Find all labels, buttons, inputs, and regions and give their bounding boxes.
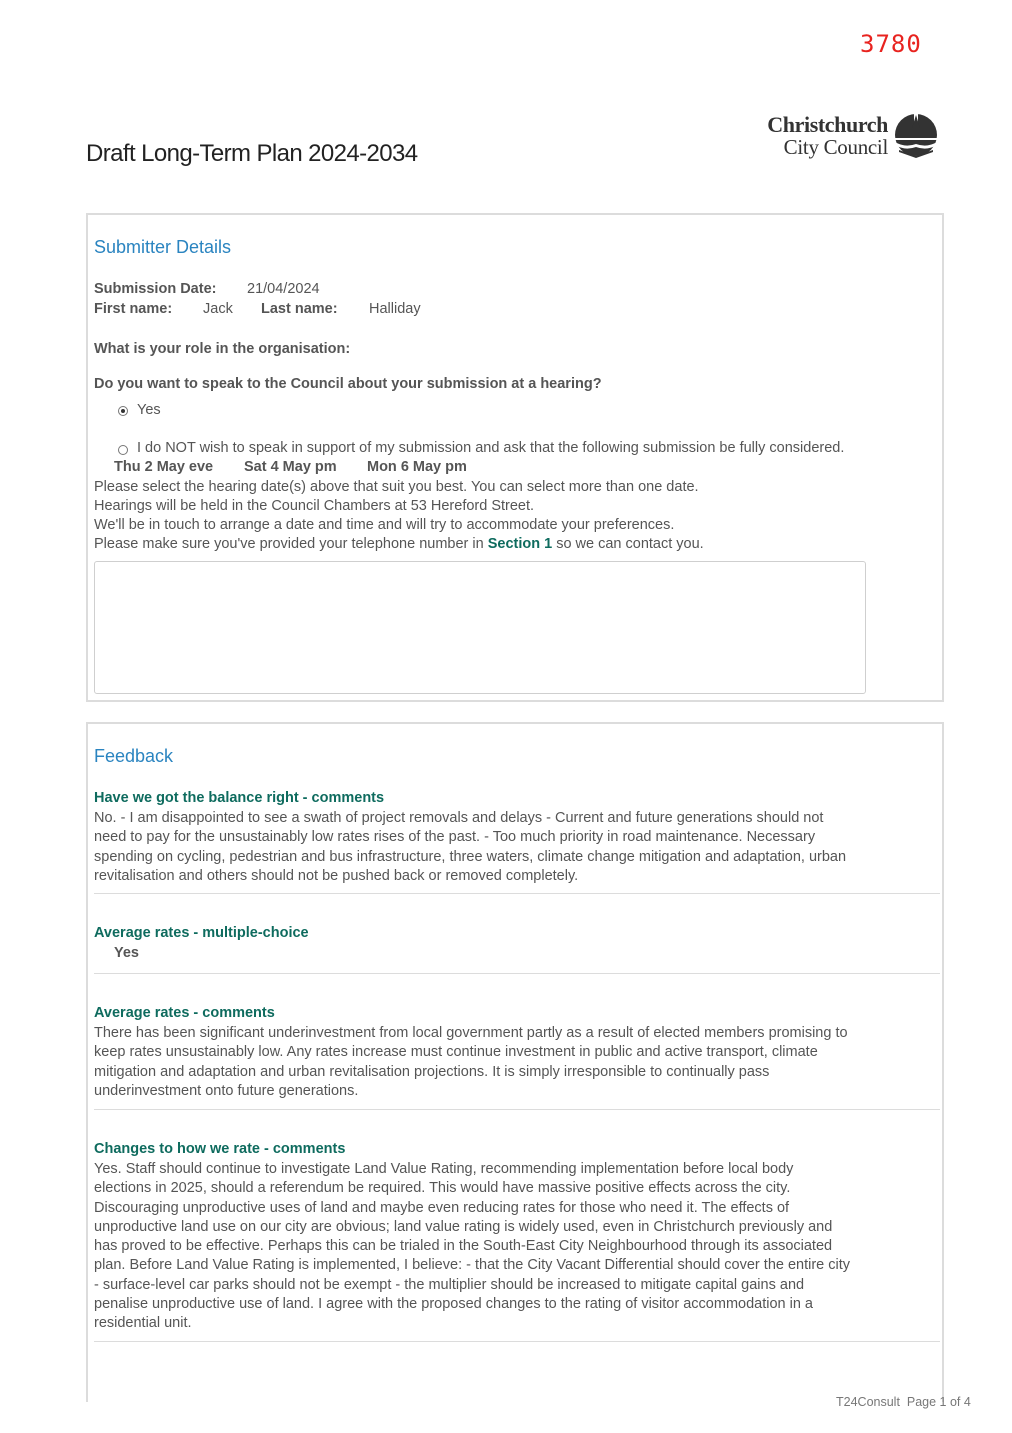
feedback-body-average-rates-choice: Yes: [114, 945, 139, 961]
hearing-info-4-suffix: so we can contact you.: [556, 536, 704, 552]
footer-page-count: Page 1 of 4: [906, 1395, 971, 1409]
feedback-divider: [94, 1109, 940, 1110]
radio-yes[interactable]: [118, 406, 128, 416]
role-question: What is your role in the organisation:: [94, 341, 351, 357]
first-name-value: Jack: [203, 301, 233, 317]
feedback-section-title: Feedback: [94, 746, 174, 766]
logo-wordmark: [748, 114, 888, 158]
feedback-panel: [86, 722, 944, 1402]
hearing-info-4-prefix: Please make sure you've provided your telephone number in: [94, 536, 484, 552]
submission-date-label: Submission Date:: [94, 281, 217, 297]
document-title: Draft Long-Term Plan 2024-2034: [86, 140, 418, 167]
cathedral-emblem-icon: [893, 114, 939, 158]
radio-no[interactable]: [118, 445, 128, 455]
hearing-date-sat[interactable]: Sat 4 May pm: [244, 459, 337, 475]
feedback-body-balance: No. - I am disappointed to see a swath of project removals and delays - Current and future generations should not need to pay for the unsustainably low rates rises of the past. - Too much priority in road maintenance. Necessary spending on cycling, pedestrian and bus infrastructure, three waters, climate change mitigation and adaptation, urban revitalisation and others should not be pushed back or removed completely.: [94, 810, 847, 884]
option-yes-label: Yes: [137, 402, 161, 418]
page-footer: [836, 1395, 971, 1409]
hearing-date-thu[interactable]: Thu 2 May eve: [114, 459, 214, 475]
hearing-info-1: Please select the hearing date(s) above that suit you best. You can select more than one date.: [94, 479, 699, 495]
section-1-link[interactable]: Section 1: [487, 536, 553, 552]
hearing-info-3: We'll be in touch to arrange a date and time and will try to accommodate your preferences.: [94, 517, 675, 533]
council-logo: [748, 114, 940, 162]
logo-line1: Christchurch: [767, 112, 888, 137]
page-number: 3780: [860, 30, 922, 58]
feedback-divider: [94, 1341, 940, 1342]
feedback-body-average-rates-comments: There has been significant underinvestment from local government partly as a result of elected members promising to keep rates unsustainably low. Any rates increase must continue investment in public and active transport, climate mitigation and adaptation and urban revitalisation projections. It is simply irresponsible to continually pass underinvestment onto future generations.: [94, 1025, 848, 1099]
hearing-date-mon[interactable]: Mon 6 May pm: [367, 459, 467, 475]
hearing-question: Do you want to speak to the Council about your submission at a hearing?: [94, 376, 602, 392]
feedback-heading-balance: Have we got the balance right - comments: [94, 790, 385, 806]
feedback-divider: [94, 973, 940, 974]
hearing-info-2: Hearings will be held in the Council Chambers at 53 Hereford Street.: [94, 498, 535, 514]
feedback-heading-average-rates-comments: Average rates - comments: [94, 1005, 275, 1021]
last-name-label: Last name:: [261, 301, 338, 317]
hearing-info-4: [94, 536, 704, 552]
option-no-label: I do NOT wish to speak in support of my submission and ask that the following submission be fully considered.: [137, 440, 845, 456]
first-name-label: First name:: [94, 301, 173, 317]
last-name-value: Halliday: [369, 301, 421, 317]
feedback-heading-average-rates-choice: Average rates - multiple-choice: [94, 925, 309, 941]
submitter-section-title: Submitter Details: [94, 237, 232, 257]
submitter-details-panel: [86, 213, 944, 702]
feedback-heading-changes-rate: Changes to how we rate - comments: [94, 1141, 346, 1157]
submission-date-value: 21/04/2024: [247, 281, 320, 297]
comments-textarea[interactable]: [94, 561, 866, 694]
footer-app-name: T24Consult: [836, 1395, 900, 1409]
logo-line2: City Council: [783, 135, 888, 159]
feedback-divider: [94, 893, 940, 894]
feedback-body-changes-rate: Yes. Staff should continue to investigate Land Value Rating, recommending implementation before local body elections in 2025, should a referendum be required. This would have massive positive effects across the city. Discouraging unproductive uses of land and maybe even reducing rates for those who need it. The effects of unproductive land use on our city are obvious; land value rating is widely used, even in Christchurch previously and has proved to be effective. Perhaps this can be trialed in the South-East City Neighbourhood through its associated plan. Before Land Value Rating is implemented, I believe: - that the City Vacant Differential should cover the entire city - surface-level car parks should not be exempt - the multiplier should be increased to mitigate capital gains and penalise unproductive use of land. I agree with the proposed changes to the rating of visitor accommodation in a residential unit.: [94, 1161, 851, 1332]
